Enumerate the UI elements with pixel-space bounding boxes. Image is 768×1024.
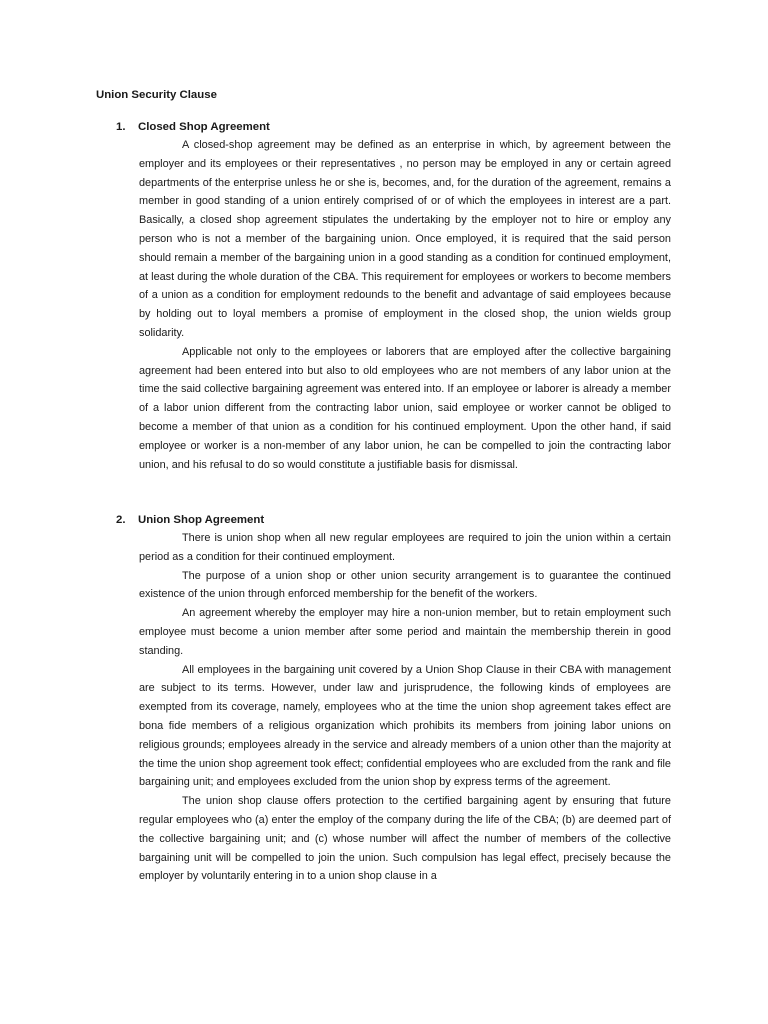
- paragraph: Applicable not only to the employees or laborers that are employed after the collective bargaining agreement had been entered into but also to old employees who are not members of any labor union at the time the said collective bargaining agreement was entered into. If an employee or laborer is already a member of a labor union different from the contracting labor union, said employee or worker cannot be obliged to become a member of that union as a condition for his continued employment. Upon the other hand, if said employee or worker is a non-member of any labor union, he can be compelled to join the contracting labor union, and his refusal to do so would constitute a justifiable basis for dismissal.: [139, 345, 671, 471]
- paragraph: An agreement whereby the employer may hire a non-union member, but to retain employment such employee must become a union member after some period and maintain the membership therein in good standing.: [139, 607, 671, 657]
- paragraph: The purpose of a union shop or other union security arrangement is to guarantee the continued existence of the union through enforced membership for the benefit of the workers.: [139, 569, 671, 601]
- paragraph: The union shop clause offers protection to the certified bargaining agent by ensuring that future regular employees who (a) enter the employ of the company during the life of the CBA; (b) are deemed part of the collective bargaining unit; and (c) whose number will affect the number of members of the collective bargaining unit will be compelled to join the union. Such compulsion has legal effect, precisely because the employer by voluntarily entering in to a union shop clause in a: [139, 795, 671, 883]
- paragraph: There is union shop when all new regular employees are required to join the union within a certain period as a condition for their continued employment.: [139, 532, 671, 563]
- paragraph: All employees in the bargaining unit covered by a Union Shop Clause in their CBA with management are subject to its terms. However, under law and jurisprudence, the following kinds of employees are exempted from its coverage, namely, employees who at the time the union shop agreement takes effect are bona fide members of a religious organization which prohibits its members from joining labor unions on religious grounds; employees already in the service and already members of a union other than the majority at the time the union shop agreement took effect; confidential employees who are excluded from the rank and file bargaining unit; and employees excluded from the union shop by express terms of the agreement.: [139, 663, 671, 789]
- section-heading: [116, 119, 270, 135]
- section-body: [139, 136, 671, 474]
- section-heading-text: Closed Shop Agreement: [138, 121, 270, 133]
- paragraph: A closed-shop agreement may be defined as an enterprise in which, by agreement between the employer and its employees or their representatives , no person may be employed in any or certain agreed departments of the enterprise unless he or she is, becomes, and, for the duration of the agreement, remains a member in good standing of a union entirely comprised of or of which the employees in interest are a part. Basically, a closed shop agreement stipulates the undertaking by the employer not to hire or employ any person who is not a member of the bargaining union. Once employed, it is required that the said person should remain a member of the bargaining union in a good standing as a condition for continued employment, at least during the whole duration of the CBA. This requirement for employees or workers to become members of a union as a condition for employment redounds to the benefit and advantage of said employees because by holding out to loyal members a promise of employment in the closed shop, the union wields group solidarity.: [139, 139, 671, 339]
- section-number: 2.: [116, 514, 126, 526]
- section-body: [139, 529, 671, 886]
- section-heading-text: Union Shop Agreement: [138, 514, 265, 526]
- section-heading: [116, 512, 264, 528]
- document-title: Union Security Clause: [96, 89, 217, 101]
- section-number: 1.: [116, 121, 126, 133]
